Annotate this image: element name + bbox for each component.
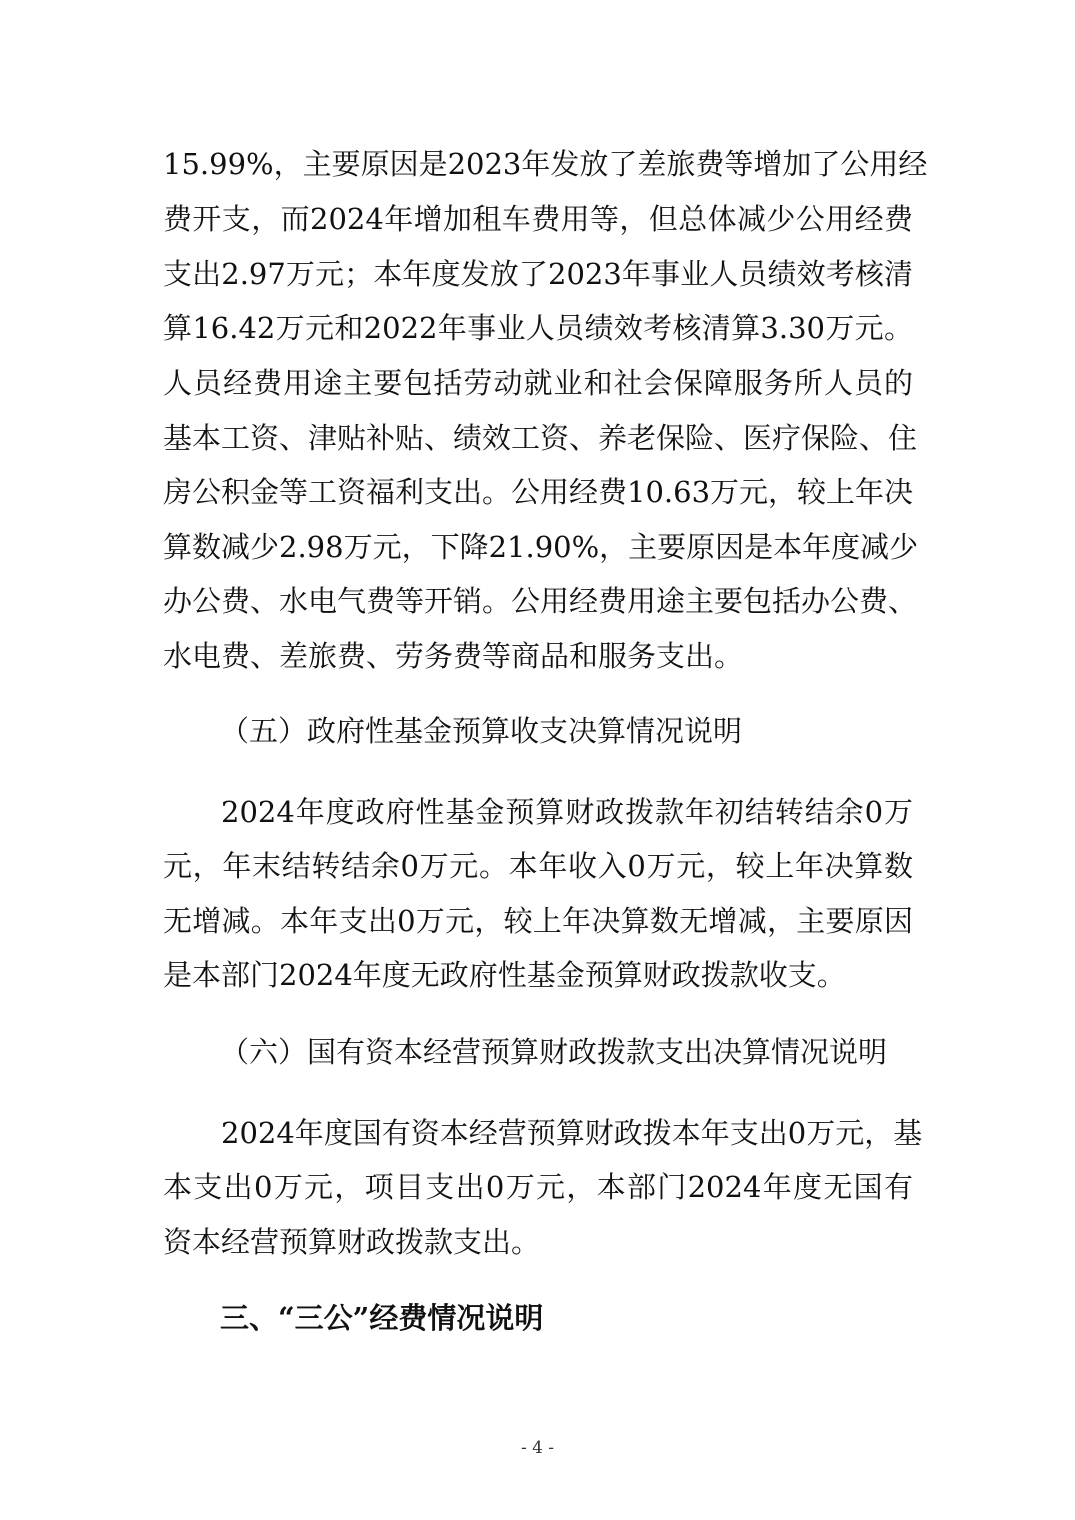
paragraph-line: 办公费、水电气费等开销。公用经费用途主要包括办公费、 <box>163 584 918 618</box>
section-heading-5: （五）政府性基金预算收支决算情况说明 <box>220 714 743 748</box>
paragraph-line: 是本部门2024年度无政府性基金预算财政拨款收支。 <box>163 958 846 992</box>
section-heading-6: （六）国有资本经营预算财政拨款支出决算情况说明 <box>220 1035 888 1069</box>
paragraph-line: 算数减少2.98万元，下降21.90%，主要原因是本年度减少 <box>163 530 919 564</box>
paragraph-line: 本支出0万元，项目支出0万元，本部门2024年度无国有 <box>163 1170 913 1204</box>
paragraph-line: 费开支，而2024年增加租车费用等，但总体减少公用经费 <box>163 202 913 236</box>
paragraph-line: 15.99%，主要原因是2023年发放了差旅费等增加了公用经 <box>163 147 928 181</box>
paragraph-line: 支出2.97万元；本年度发放了2023年事业人员绩效考核清 <box>163 257 913 291</box>
paragraph-line: 算16.42万元和2022年事业人员绩效考核清算3.30万元。 <box>163 311 913 345</box>
paragraph-line: 2024年度国有资本经营预算财政拨本年支出0万元，基 <box>221 1116 923 1150</box>
section-heading-three-public-expenses: 三、“三公”经费情况说明 <box>220 1301 544 1335</box>
paragraph-line: 水电费、差旅费、劳务费等商品和服务支出。 <box>163 639 744 673</box>
paragraph-line: 人员经费用途主要包括劳动就业和社会保障服务所人员的 <box>163 366 913 400</box>
paragraph-line: 房公积金等工资福利支出。公用经费10.63万元，较上年决 <box>163 475 914 509</box>
paragraph-line: 资本经营预算财政拨款支出。 <box>163 1225 541 1259</box>
paragraph-line: 无增减。本年支出0万元，较上年决算数无增减，主要原因 <box>163 904 913 938</box>
page-number: - 4 - <box>520 1438 555 1458</box>
paragraph-line: 基本工资、津贴补贴、绩效工资、养老保险、医疗保险、住 <box>163 421 918 455</box>
paragraph-line: 2024年度政府性基金预算财政拨款年初结转结余0万 <box>221 795 913 829</box>
paragraph-line: 元，年末结转结余0万元。本年收入0万元，较上年决算数 <box>163 849 913 883</box>
